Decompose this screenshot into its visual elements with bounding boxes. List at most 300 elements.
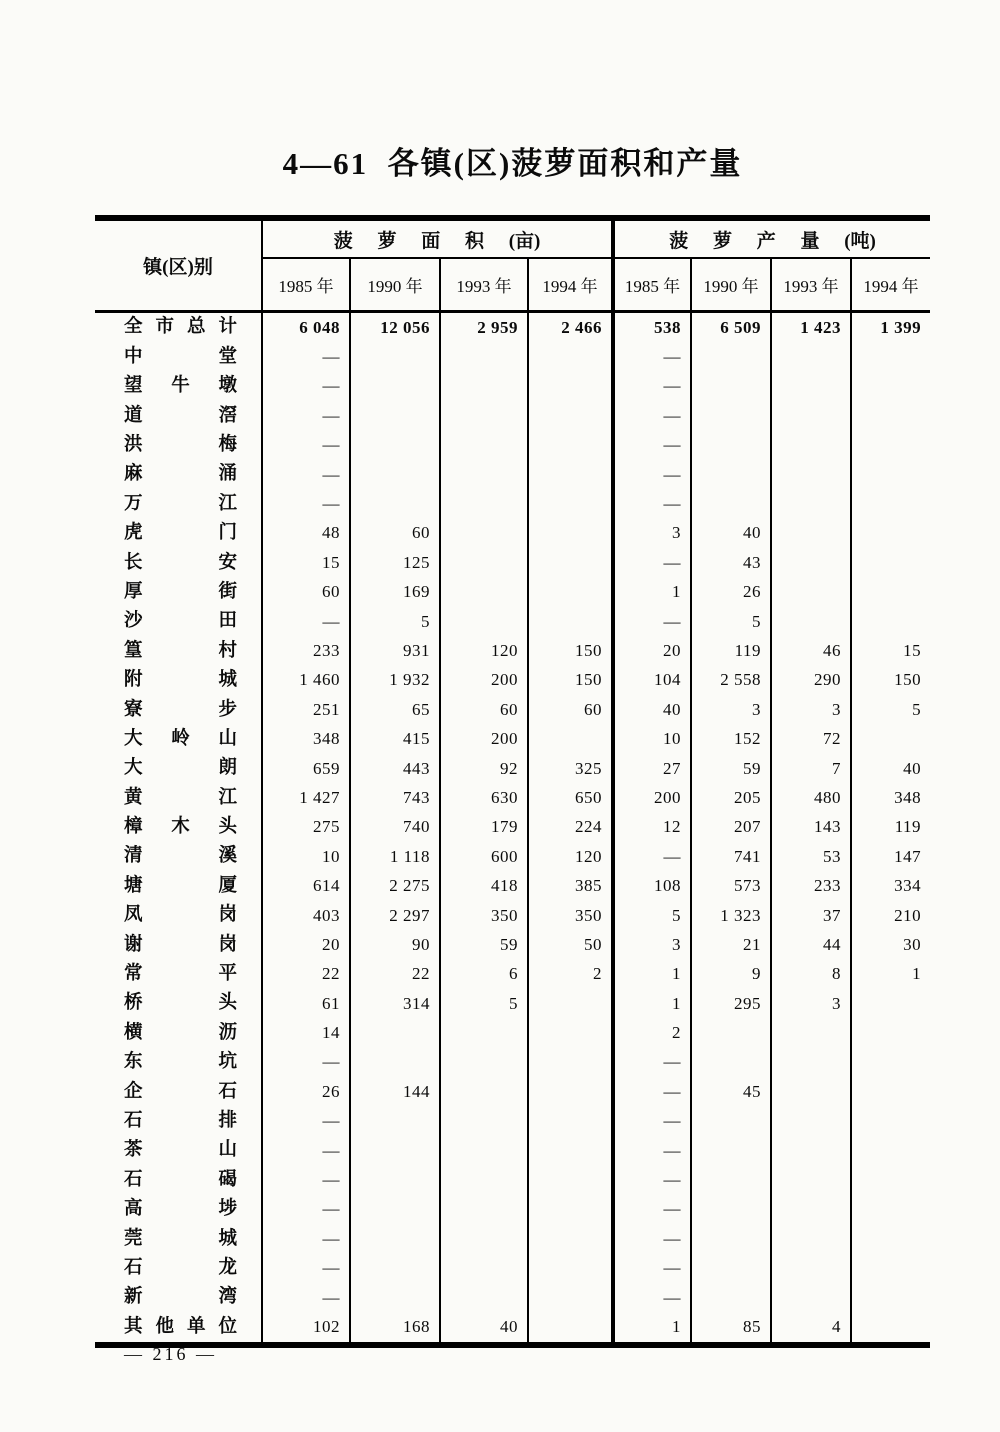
town-name-cell (95, 607, 262, 636)
value-cell: 573 (691, 871, 771, 900)
value-cell (528, 431, 613, 460)
table-row (95, 1077, 930, 1106)
town-name-cell (95, 930, 262, 959)
town-name: 凤岗 (124, 905, 237, 926)
town-name: 高埗 (124, 1199, 237, 1220)
value-cell (528, 578, 613, 607)
value-cell: — (322, 405, 340, 425)
value-cell: 169 (350, 578, 440, 607)
value-cell: — (613, 401, 691, 430)
town-name: 道滘 (124, 405, 237, 426)
value-cell: 741 (691, 842, 771, 871)
value-cell: 22 (322, 964, 340, 984)
town-name-cell (95, 342, 262, 371)
table-row (95, 342, 930, 371)
value-cell: — (322, 376, 340, 396)
value-cell (691, 489, 771, 518)
value-cell: 1 (613, 960, 691, 989)
table-row (95, 871, 930, 900)
town-name-cell (95, 1224, 262, 1253)
value-cell: — (613, 1048, 691, 1077)
value-cell: 59 (440, 930, 528, 959)
value-cell: 4 (771, 1312, 851, 1344)
value-cell (528, 724, 613, 753)
value-cell: 418 (440, 871, 528, 900)
value-cell: 48 (322, 523, 340, 543)
town-name-cell (95, 901, 262, 930)
town-name-cell (95, 1048, 262, 1077)
year-header: 1990 年 (691, 258, 771, 312)
value-cell: — (613, 1224, 691, 1253)
town-name: 黄江 (124, 787, 237, 808)
pineapple-area-production-table (95, 215, 930, 1348)
value-cell: 44 (771, 930, 851, 959)
value-cell (851, 1165, 930, 1194)
value-cell: — (613, 431, 691, 460)
value-cell (350, 372, 440, 401)
value-cell: 251 (313, 699, 340, 719)
value-cell (528, 460, 613, 489)
value-cell: — (613, 489, 691, 518)
town-name-cell (95, 724, 262, 753)
value-cell: 5 (440, 989, 528, 1018)
value-cell (771, 548, 851, 577)
value-cell: 45 (691, 1077, 771, 1106)
value-cell: 348 (851, 783, 930, 812)
value-cell (528, 1048, 613, 1077)
group-header-row (95, 218, 930, 258)
value-cell (851, 342, 930, 371)
value-cell: — (613, 1136, 691, 1165)
table-row (95, 695, 930, 724)
value-cell (350, 1283, 440, 1312)
town-name-cell (95, 1136, 262, 1165)
value-cell (528, 1107, 613, 1136)
value-cell: — (322, 347, 340, 367)
table-row (95, 1048, 930, 1077)
value-cell (771, 489, 851, 518)
value-cell (350, 489, 440, 518)
value-cell (691, 1107, 771, 1136)
town-name: 莞城 (124, 1228, 237, 1249)
town-name: 谢岗 (124, 934, 237, 955)
value-cell (350, 1107, 440, 1136)
value-cell: 168 (350, 1312, 440, 1344)
value-cell (851, 1312, 930, 1344)
value-cell (350, 1195, 440, 1224)
value-cell (691, 1254, 771, 1283)
value-cell (851, 1018, 930, 1047)
town-name: 桥头 (124, 993, 237, 1014)
value-cell (440, 401, 528, 430)
value-cell: 3 (771, 989, 851, 1018)
town-name-cell (95, 1254, 262, 1283)
table-row (95, 1312, 930, 1344)
value-cell (691, 1283, 771, 1312)
value-cell: — (322, 494, 340, 514)
value-cell (440, 1195, 528, 1224)
value-cell: 2 297 (350, 901, 440, 930)
table-row (95, 783, 930, 812)
town-name: 横沥 (124, 1022, 237, 1043)
value-cell: 233 (771, 871, 851, 900)
value-cell (771, 431, 851, 460)
value-cell: 325 (528, 754, 613, 783)
town-name-cell (95, 960, 262, 989)
year-header: 1994 年 (851, 258, 930, 312)
table-row (95, 1224, 930, 1253)
value-cell: 1 (851, 960, 930, 989)
value-cell (528, 1224, 613, 1253)
value-cell: 743 (350, 783, 440, 812)
value-cell (771, 1224, 851, 1253)
value-cell (528, 519, 613, 548)
value-cell: 385 (528, 871, 613, 900)
value-cell (350, 1136, 440, 1165)
town-name: 万江 (124, 493, 237, 514)
value-cell: 600 (440, 842, 528, 871)
value-cell: 200 (440, 724, 528, 753)
town-name: 全市总计 (124, 317, 237, 338)
value-cell: 61 (322, 993, 340, 1013)
town-name-cell (95, 1283, 262, 1312)
value-cell (691, 1165, 771, 1194)
value-cell: — (322, 435, 340, 455)
value-cell: 72 (771, 724, 851, 753)
value-cell (440, 1254, 528, 1283)
table-row (95, 813, 930, 842)
value-cell: — (322, 1170, 340, 1190)
value-cell (440, 1224, 528, 1253)
value-cell (771, 519, 851, 548)
value-cell: 53 (771, 842, 851, 871)
value-cell (440, 489, 528, 518)
value-cell (440, 1077, 528, 1106)
value-cell: — (322, 1258, 340, 1278)
value-cell (851, 724, 930, 753)
value-cell: 125 (350, 548, 440, 577)
town-name: 樟木头 (124, 817, 237, 838)
value-cell (771, 1018, 851, 1047)
value-cell: 1 (613, 1312, 691, 1344)
table-row (95, 431, 930, 460)
value-cell (771, 401, 851, 430)
value-cell (528, 372, 613, 401)
value-cell: 46 (771, 636, 851, 665)
table-row (95, 989, 930, 1018)
table-row (95, 1195, 930, 1224)
town-name: 石龙 (124, 1257, 237, 1278)
value-cell (691, 1018, 771, 1047)
value-cell: 2 275 (350, 871, 440, 900)
value-cell: 3 (613, 930, 691, 959)
value-cell (771, 372, 851, 401)
value-cell: 37 (771, 901, 851, 930)
value-cell (440, 460, 528, 489)
value-cell (350, 1018, 440, 1047)
value-cell: 40 (691, 519, 771, 548)
value-cell (440, 1048, 528, 1077)
value-cell: 6 048 (299, 317, 340, 337)
table-row (95, 548, 930, 577)
value-cell: — (322, 464, 340, 484)
value-cell (691, 1224, 771, 1253)
town-name: 企石 (124, 1081, 237, 1102)
value-cell: 9 (691, 960, 771, 989)
table-row (95, 930, 930, 959)
value-cell (691, 1136, 771, 1165)
town-name: 厚街 (124, 581, 237, 602)
value-cell: 200 (613, 783, 691, 812)
value-cell: 5 (613, 901, 691, 930)
year-header: 1990 年 (350, 258, 440, 312)
value-cell: — (322, 1052, 340, 1072)
table-header (95, 218, 930, 312)
town-name-cell (95, 1165, 262, 1194)
value-cell: 179 (440, 813, 528, 842)
value-cell: — (613, 342, 691, 371)
value-cell: 26 (322, 1081, 340, 1101)
value-cell: 22 (350, 960, 440, 989)
town-name-cell (95, 1312, 262, 1344)
value-cell: 1 323 (691, 901, 771, 930)
value-cell: 90 (350, 930, 440, 959)
table-row (95, 636, 930, 665)
value-cell: 200 (440, 666, 528, 695)
value-cell: 152 (691, 724, 771, 753)
value-cell: 1 423 (771, 312, 851, 343)
town-name: 石排 (124, 1110, 237, 1131)
value-cell (851, 989, 930, 1018)
value-cell (771, 1136, 851, 1165)
value-cell (691, 460, 771, 489)
value-cell (528, 1077, 613, 1106)
table-row (95, 607, 930, 636)
town-name-cell (95, 783, 262, 812)
value-cell (528, 607, 613, 636)
value-cell (440, 431, 528, 460)
value-cell (528, 1195, 613, 1224)
value-cell (440, 578, 528, 607)
table-row (95, 666, 930, 695)
town-name: 茶山 (124, 1140, 237, 1161)
value-cell: 1 460 (299, 670, 340, 690)
value-cell: 143 (771, 813, 851, 842)
value-cell (851, 1254, 930, 1283)
value-cell: 207 (691, 813, 771, 842)
town-name: 沙田 (124, 611, 237, 632)
value-cell (851, 1077, 930, 1106)
town-name: 其他单位 (124, 1316, 237, 1337)
value-cell: 119 (851, 813, 930, 842)
value-cell: 60 (350, 519, 440, 548)
value-cell: — (613, 1195, 691, 1224)
value-cell: 102 (313, 1316, 340, 1336)
value-cell: 147 (851, 842, 930, 871)
table-row (95, 724, 930, 753)
table-row (95, 1165, 930, 1194)
table-row (95, 519, 930, 548)
value-cell: 12 (613, 813, 691, 842)
value-cell: 27 (613, 754, 691, 783)
town-name: 塘厦 (124, 875, 237, 896)
value-cell: 659 (313, 758, 340, 778)
value-cell (350, 342, 440, 371)
town-name-cell (95, 1107, 262, 1136)
value-cell: 2 558 (691, 666, 771, 695)
value-cell: 104 (613, 666, 691, 695)
value-cell: 5 (691, 607, 771, 636)
value-cell: 144 (350, 1077, 440, 1106)
value-cell: 275 (313, 817, 340, 837)
value-cell: 350 (528, 901, 613, 930)
value-cell: 1 399 (851, 312, 930, 343)
value-cell (350, 431, 440, 460)
town-name: 常平 (124, 964, 237, 985)
value-cell: 5 (350, 607, 440, 636)
value-cell (440, 1283, 528, 1312)
value-cell (691, 431, 771, 460)
value-cell: 92 (440, 754, 528, 783)
value-cell: 50 (528, 930, 613, 959)
table-row (95, 842, 930, 871)
value-cell: 8 (771, 960, 851, 989)
value-cell: 85 (691, 1312, 771, 1344)
town-name: 寮步 (124, 699, 237, 720)
page-title: 4—61 各镇(区)菠萝面积和产量 (282, 146, 743, 181)
value-cell: 43 (691, 548, 771, 577)
value-cell (771, 1165, 851, 1194)
value-cell: — (322, 611, 340, 631)
value-cell: 12 056 (350, 312, 440, 343)
table-row (95, 489, 930, 518)
value-cell: — (613, 548, 691, 577)
value-cell: 10 (322, 846, 340, 866)
value-cell (691, 342, 771, 371)
town-name-cell (95, 636, 262, 665)
town-name-cell (95, 372, 262, 401)
value-cell (528, 1254, 613, 1283)
value-cell (440, 548, 528, 577)
value-cell: 14 (322, 1023, 340, 1043)
town-name-cell (95, 842, 262, 871)
value-cell: 205 (691, 783, 771, 812)
value-cell (771, 1283, 851, 1312)
value-cell: — (613, 372, 691, 401)
value-cell (528, 401, 613, 430)
value-cell (440, 372, 528, 401)
town-name-cell (95, 989, 262, 1018)
value-cell: 150 (851, 666, 930, 695)
value-cell: 40 (613, 695, 691, 724)
value-cell: 65 (350, 695, 440, 724)
statistics-table (95, 215, 930, 1348)
table-row (95, 1018, 930, 1047)
value-cell: 2 (613, 1018, 691, 1047)
value-cell: 650 (528, 783, 613, 812)
value-cell (851, 1224, 930, 1253)
town-name-cell (95, 460, 262, 489)
town-name: 麻涌 (124, 464, 237, 485)
value-cell: 20 (613, 636, 691, 665)
value-cell: 350 (440, 901, 528, 930)
value-cell (350, 460, 440, 489)
value-cell (440, 1018, 528, 1047)
town-name: 东坑 (124, 1052, 237, 1073)
value-cell: 120 (440, 636, 528, 665)
town-name: 大岭山 (124, 728, 237, 749)
value-cell: 6 509 (691, 312, 771, 343)
value-cell (350, 1254, 440, 1283)
value-cell: 480 (771, 783, 851, 812)
value-cell (851, 401, 930, 430)
value-cell: — (613, 607, 691, 636)
value-cell: — (613, 1077, 691, 1106)
value-cell (691, 401, 771, 430)
town-name-cell (95, 695, 262, 724)
value-cell: 1 (613, 989, 691, 1018)
table-row (95, 1136, 930, 1165)
value-cell (851, 1195, 930, 1224)
value-cell: 150 (528, 666, 613, 695)
value-cell (771, 1254, 851, 1283)
table-body (95, 312, 930, 1345)
table-row (95, 1254, 930, 1283)
value-cell (771, 342, 851, 371)
value-cell (440, 519, 528, 548)
value-cell: 295 (691, 989, 771, 1018)
value-cell: 7 (771, 754, 851, 783)
value-cell: 10 (613, 724, 691, 753)
town-name-cell (95, 431, 262, 460)
town-name: 石碣 (124, 1169, 237, 1190)
value-cell: 26 (691, 578, 771, 607)
value-cell: — (322, 1111, 340, 1131)
value-cell (350, 1224, 440, 1253)
value-cell (851, 1048, 930, 1077)
value-cell: 415 (350, 724, 440, 753)
value-cell: 2 466 (528, 312, 613, 343)
value-cell (771, 607, 851, 636)
value-cell: 30 (851, 930, 930, 959)
town-name: 篁村 (124, 640, 237, 661)
town-name: 长安 (124, 552, 237, 573)
value-cell: 120 (528, 842, 613, 871)
value-cell (528, 1165, 613, 1194)
year-header: 1985 年 (613, 258, 691, 312)
value-cell (851, 489, 930, 518)
town-name-cell (95, 489, 262, 518)
value-cell (528, 548, 613, 577)
value-cell (440, 1107, 528, 1136)
value-cell: 1 (613, 578, 691, 607)
value-cell: 6 (440, 960, 528, 989)
town-name-cell (95, 666, 262, 695)
value-cell (528, 489, 613, 518)
year-header: 1993 年 (771, 258, 851, 312)
town-name-cell (95, 1195, 262, 1224)
value-cell: 1 932 (350, 666, 440, 695)
value-cell (771, 1048, 851, 1077)
value-cell (440, 1165, 528, 1194)
table-row (95, 460, 930, 489)
value-cell: 334 (851, 871, 930, 900)
value-cell: 931 (350, 636, 440, 665)
value-cell: 60 (440, 695, 528, 724)
value-cell: — (613, 460, 691, 489)
value-cell: 15 (851, 636, 930, 665)
value-cell (691, 1195, 771, 1224)
